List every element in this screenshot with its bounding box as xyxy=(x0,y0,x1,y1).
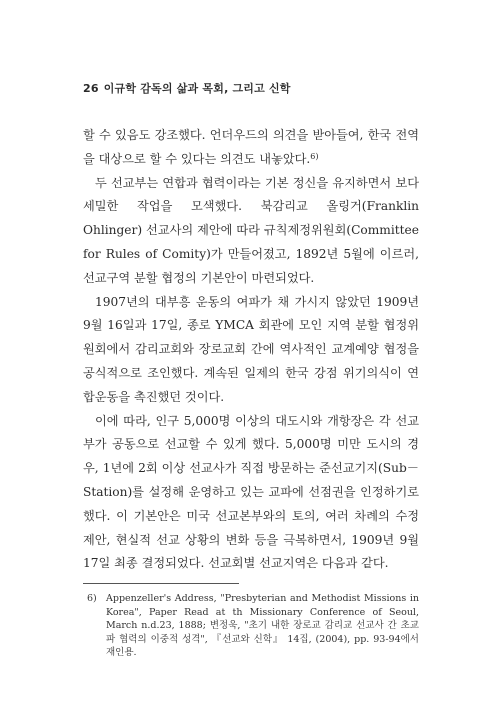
paragraph-text: 두 선교부는 연합과 협력이라는 기본 정신을 유지하면서 보다 세밀한 작업을 모색했다. 북감리교 올링거(Franklin Ohlinger) 선교사의 제안에 따라 규칙제정위원회(Committee for Rules of Comity)가 만들어졌고, 1892년 5월에 이르러, 선교구역 분할 협정의 기본안이 마련되었다. xyxy=(83,175,419,285)
paragraph-text: 할 수 있음도 강조했다. 언더우드의 의견을 받아들여, 한국 전역을 대상으로 할 수 있다는 의견도 내놓았다. xyxy=(83,128,419,166)
paragraph-text: 이에 따라, 인구 5,000명 이상의 대도시와 개항장은 각 선교부가 공동으로 선교할 수 있게 했다. 5,000명 미만 도시의 경우, 1년에 2회 이상 선교사가 직접 방문하는 준선교기지(Sub－Station)를 설정해 운영하고 있는 교파에 선점권을 인정하기로 했다. 이 기본안은 미국 선교본부와의 토의, 여러 차례의 수정 제안, 현실적 선교 상황의 변화 등을 극복하면서, 1909년 9월 17일 최종 결정되었다. 선교회별 선교지역은 다음과 같다. xyxy=(83,413,419,571)
footnote-divider xyxy=(83,583,239,584)
footnote-number: 6) xyxy=(87,593,97,604)
paragraph xyxy=(83,291,419,410)
running-header xyxy=(83,80,291,96)
paragraph xyxy=(83,410,419,577)
footnote xyxy=(87,592,419,660)
paragraph xyxy=(83,124,419,172)
paragraph-text: 1907년의 대부흥 운동의 여파가 채 가시지 않았던 1909년 9월 16일과 17일, 종로 YMCA 회관에 모인 지역 분할 협정위원회에서 감리교회와 장로교회 간에 역사적인 교계예양 협정을 공식적으로 조인했다. 계속된 일제의 한국 강점 위기의식이 연합운동을 촉진했던 것이다. xyxy=(83,294,419,404)
running-header-title: 이규학 감독의 삶과 목회, 그리고 신학 xyxy=(103,82,291,95)
body-text xyxy=(83,124,419,576)
footnote-reference[interactable]: 6) xyxy=(310,151,319,161)
paragraph xyxy=(83,172,419,291)
page-number: 26 xyxy=(83,82,99,95)
footnote-text: Appenzeller's Address, "Presbyterian and Methodist Missions in Korea", Paper Read at th Missionary Conference of Seoul, March n.d.23, 1888; 변정욱, "초기 내한 장로교 감리교 선교사 간 초교파 협력의 이중적 성격", 『선교와 신학』 14집, (2004), pp. 93-94에서 재인용. xyxy=(106,593,419,659)
